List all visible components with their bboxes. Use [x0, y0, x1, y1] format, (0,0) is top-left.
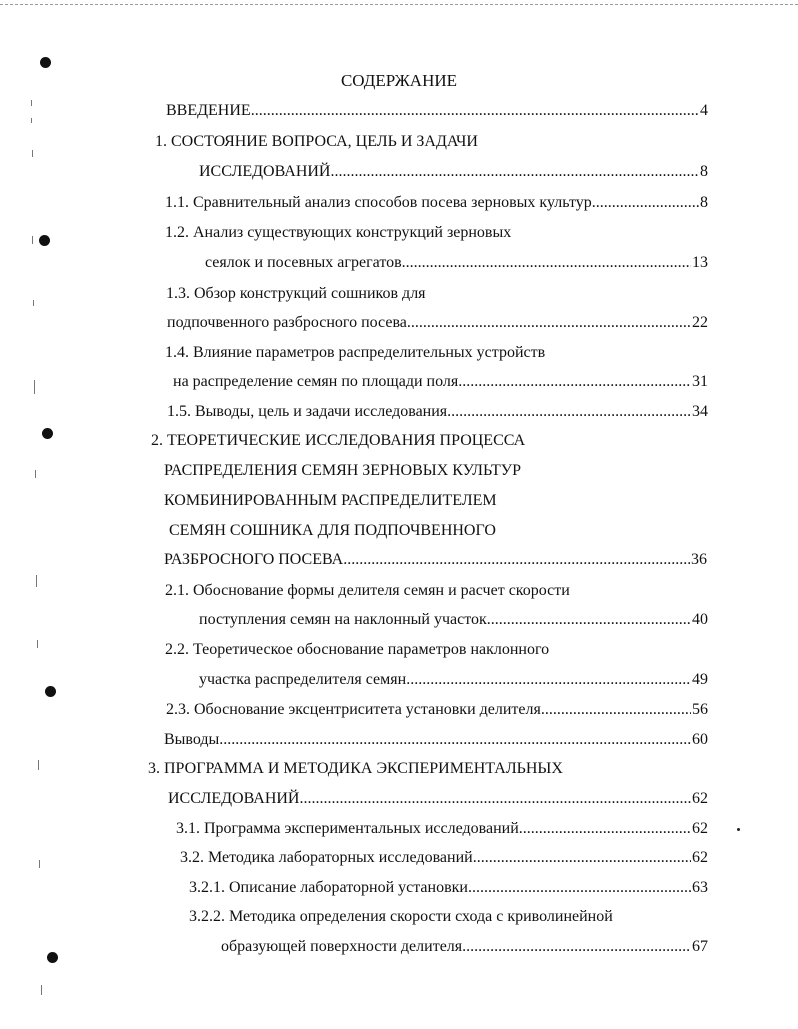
toc-section-1-5	[167, 401, 708, 423]
toc-entry-text: 3.2. Методика лабораторных исследований	[180, 849, 473, 866]
page-top-edge	[0, 4, 798, 5]
toc-section-1-3	[166, 283, 426, 305]
toc-section-3-2	[180, 847, 708, 869]
toc-leader-dots	[330, 161, 699, 183]
toc-page-number: 62	[692, 820, 708, 837]
toc-entry-introduction	[166, 100, 708, 122]
punch-hole-4	[45, 686, 56, 697]
toc-page-number: 13	[692, 254, 708, 271]
toc-chapter-3-heading-cont	[168, 788, 708, 810]
toc-chapter-1-heading-cont	[199, 161, 708, 183]
toc-page-number: 40	[692, 611, 708, 628]
toc-entry-text: СЕМЯН СОШНИКА ДЛЯ ПОДПОЧВЕННОГО	[169, 522, 496, 539]
toc-entry-text: образующей поверхности делителя	[221, 938, 463, 955]
toc-page-number: 36	[691, 551, 707, 568]
toc-entry-text: 3. ПРОГРАММА И МЕТОДИКА ЭКСПЕРИМЕНТАЛЬНЫХ	[148, 760, 563, 777]
toc-leader-dots	[402, 252, 691, 274]
toc-leader-dots	[468, 877, 691, 899]
toc-leader-dots	[219, 729, 691, 751]
toc-conclusions	[164, 729, 708, 751]
toc-entry-text: Выводы	[164, 731, 220, 748]
scan-mark	[737, 828, 740, 831]
toc-chapter-2-heading-cont	[164, 549, 707, 571]
toc-entry-text: 1. СОСТОЯНИЕ ВОПРОСА, ЦЕЛЬ И ЗАДАЧИ	[155, 133, 478, 150]
scan-speck	[32, 150, 33, 157]
toc-entry-text: 1.1. Сравнительный анализ способов посева зерновых культур	[165, 194, 592, 211]
toc-section-2-1-cont	[199, 609, 708, 631]
toc-chapter-2-heading	[151, 430, 525, 452]
toc-leader-dots	[487, 609, 691, 631]
toc-entry-text: 1.2. Анализ существующих конструкций зерновых	[165, 224, 512, 241]
toc-leader-dots	[458, 371, 691, 393]
scan-speck	[31, 100, 32, 106]
toc-entry-text: РАСПРЕДЕЛЕНИЯ СЕМЯН ЗЕРНОВЫХ КУЛЬТУР	[164, 462, 521, 479]
toc-entry-text: ВВЕДЕНИЕ	[166, 102, 251, 119]
toc-page-number: 62	[692, 790, 708, 807]
toc-page-number: 22	[692, 314, 708, 331]
toc-entry-text: 1.5. Выводы, цель и задачи исследования	[167, 403, 448, 420]
toc-entry-text: участка распределителя семян	[199, 671, 407, 688]
toc-entry-text: ИССЛЕДОВАНИЙ	[199, 163, 331, 180]
toc-entry-text: 3.2.1. Описание лабораторной установки	[189, 879, 468, 896]
toc-leader-dots	[473, 847, 691, 869]
toc-chapter-2-heading-cont	[169, 520, 496, 542]
toc-page-number: 67	[692, 938, 708, 955]
toc-entry-text: 3.1. Программа экспериментальных исследований	[176, 820, 519, 837]
toc-section-1-1	[165, 192, 708, 214]
scan-speck	[39, 860, 40, 868]
toc-section-1-2-cont	[205, 252, 708, 274]
toc-section-3-2-2-cont	[221, 936, 708, 958]
toc-chapter-2-heading-cont	[164, 490, 497, 512]
toc-section-1-2	[165, 222, 511, 244]
toc-page-number: 62	[692, 849, 708, 866]
toc-entry-text: 2.3. Обоснование эксцентриситета установки делителя	[166, 701, 541, 718]
punch-hole-5	[47, 952, 58, 963]
toc-page-number: 8	[700, 163, 708, 180]
punch-hole-1	[40, 57, 51, 68]
toc-entry-text: 1.4. Влияние параметров распределительных устройств	[165, 344, 546, 361]
toc-page-number: 49	[692, 671, 708, 688]
toc-section-3-2-2	[189, 906, 613, 928]
toc-chapter-1-heading	[155, 131, 478, 153]
toc-entry-text: КОМБИНИРОВАННЫМ РАСПРЕДЕЛИТЕЛЕМ	[164, 492, 497, 509]
toc-entry-text: 1.3. Обзор конструкций сошников для	[166, 285, 426, 302]
scan-speck	[34, 380, 35, 394]
toc-entry-text: ИССЛЕДОВАНИЙ	[168, 790, 300, 807]
toc-section-1-4	[165, 342, 545, 364]
toc-leader-dots	[519, 818, 691, 840]
toc-leader-dots	[299, 788, 691, 810]
scan-speck	[33, 300, 34, 306]
toc-entry-text: 2. ТЕОРЕТИЧЕСКИЕ ИССЛЕДОВАНИЯ ПРОЦЕССА	[151, 432, 526, 449]
toc-section-2-3	[166, 699, 708, 721]
toc-leader-dots	[447, 401, 691, 423]
toc-entry-text: подпочвенного разбросного посева	[167, 314, 407, 331]
toc-leader-dots	[343, 549, 690, 571]
toc-section-2-2-cont	[199, 669, 708, 691]
toc-entry-text: сеялок и посевных агрегатов	[205, 254, 402, 271]
toc-section-3-1	[176, 818, 708, 840]
toc-entry-text: 2.2. Теоретическое обоснование параметров наклонного	[165, 641, 550, 658]
punch-hole-2	[39, 235, 50, 246]
toc-page-number: 31	[692, 373, 708, 390]
toc-section-1-3-cont	[167, 312, 708, 334]
scan-speck	[31, 118, 32, 123]
toc-page-number: 60	[692, 731, 708, 748]
scan-speck	[36, 575, 37, 587]
toc-leader-dots	[251, 100, 699, 122]
scan-speck	[38, 760, 39, 770]
toc-page-number: 4	[700, 102, 708, 119]
toc-entry-text: РАЗБРОСНОГО ПОСЕВА	[164, 551, 344, 568]
scan-speck	[32, 236, 33, 244]
toc-page-number: 56	[692, 701, 708, 718]
toc-page-number: 63	[692, 879, 708, 896]
toc-section-3-2-1	[189, 877, 708, 899]
toc-leader-dots	[462, 936, 691, 958]
toc-chapter-3-heading	[148, 758, 563, 780]
toc-entry-text: поступления семян на наклонный участок	[199, 611, 487, 628]
punch-hole-3	[42, 428, 53, 439]
toc-entry-text: 3.2.2. Методика определения скорости схода с криволинейной	[189, 908, 613, 925]
toc-leader-dots	[406, 669, 691, 691]
toc-leader-dots	[592, 192, 699, 214]
toc-section-2-2	[165, 639, 549, 661]
toc-section-1-4-cont	[173, 371, 708, 393]
scan-speck	[35, 470, 36, 478]
toc-page-number: 8	[700, 194, 708, 211]
scan-speck	[37, 640, 38, 648]
toc-chapter-2-heading-cont	[164, 460, 521, 482]
toc-entry-text: на распределение семян по площади поля	[173, 373, 459, 390]
toc-leader-dots	[407, 312, 691, 334]
scan-speck	[41, 985, 42, 995]
toc-entry-text: 2.1. Обоснование формы делителя семян и расчет скорости	[165, 582, 570, 599]
toc-page-number: 34	[692, 403, 708, 420]
toc-leader-dots	[541, 699, 691, 721]
toc-section-2-1	[165, 580, 570, 602]
page-title: СОДЕРЖАНИЕ	[340, 71, 458, 90]
